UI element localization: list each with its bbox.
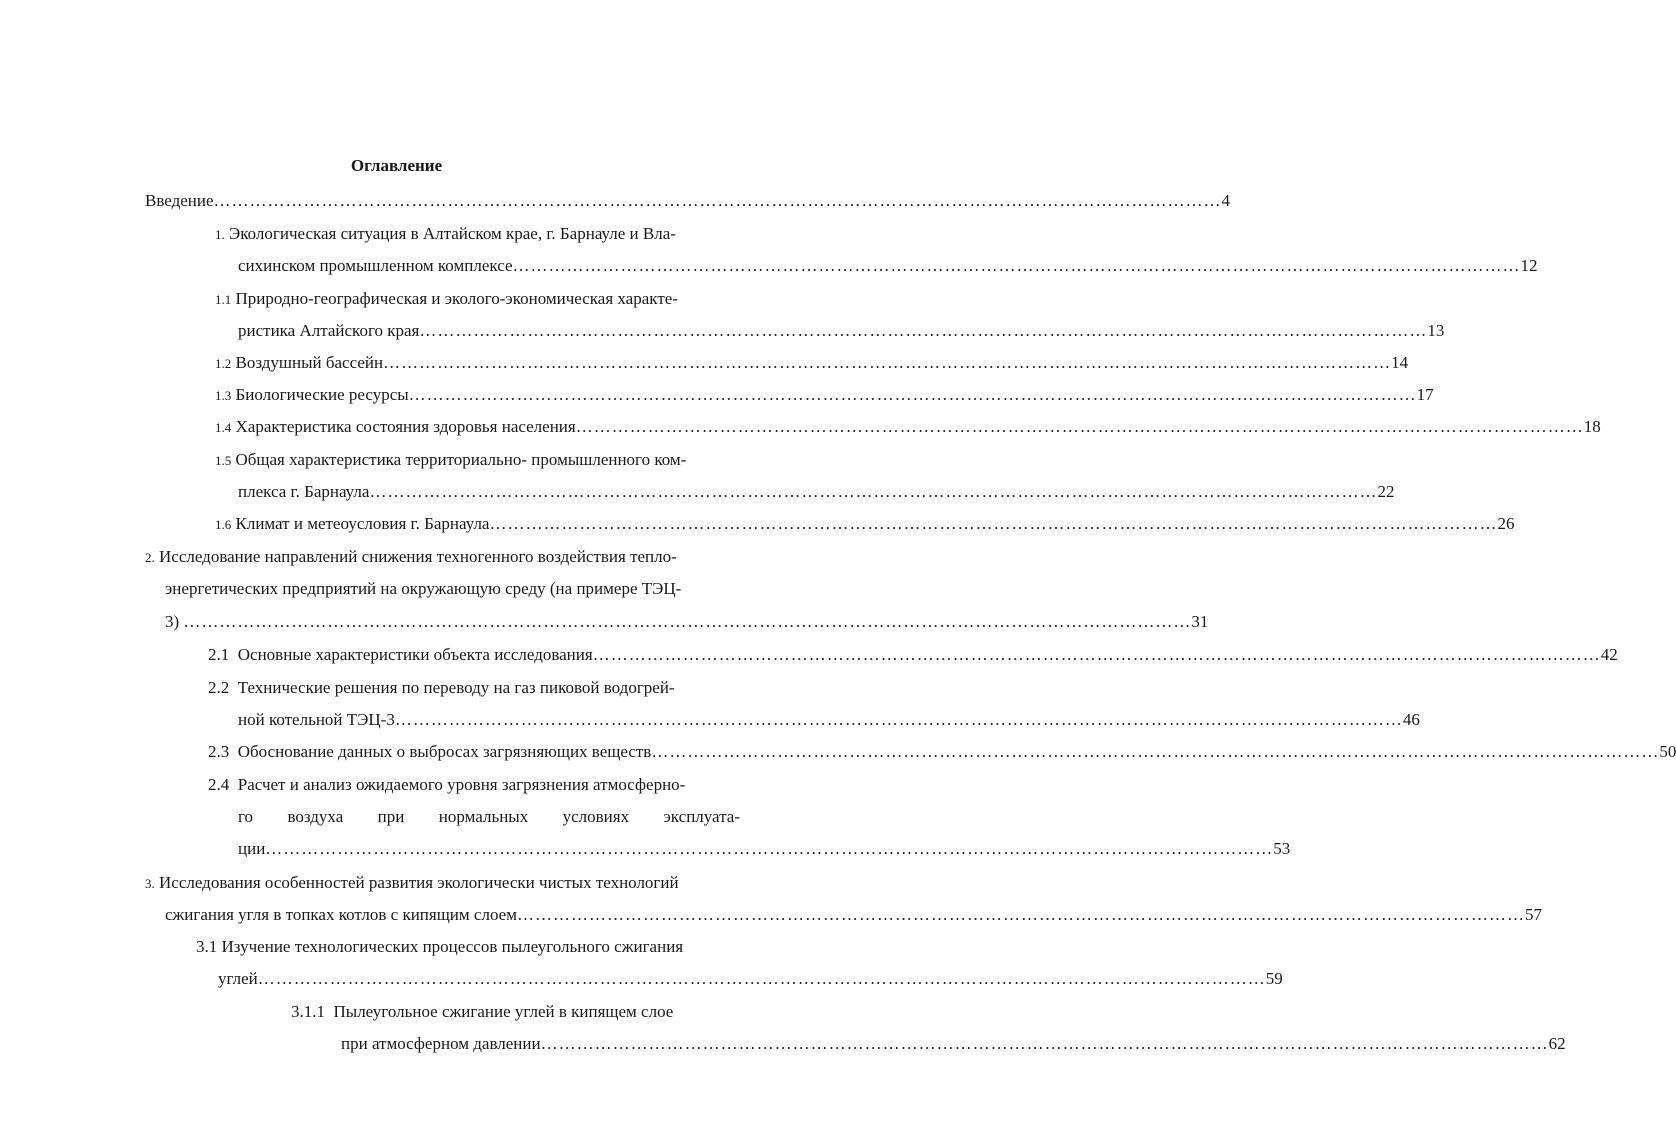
dot-leader: ……………………………………………………………………………………………………………………………………………………: [592, 645, 1601, 664]
toc-entry-text: Расчет и анализ ожидаемого уровня загрязнения атмосферно-: [237, 775, 686, 794]
toc-entry-text: Характеристика состояния здоровья населения: [235, 417, 576, 436]
toc-entry-text: сихинском промышленном комплексе: [238, 256, 513, 275]
page-number: 18: [1583, 417, 1601, 436]
page-number: 53: [1273, 839, 1291, 858]
toc-entry-s3-1-1-line1: [291, 1002, 740, 1022]
toc-entry-text: Основные характеристики объекта исследования: [237, 645, 593, 664]
toc-entry-text: Исследование направлений снижения техногенного воздействия тепло-: [159, 547, 677, 566]
toc-entry-text: ции: [238, 839, 266, 858]
dot-leader: ……………………………………………………………………………………………………………………………………………………: [489, 514, 1498, 533]
toc-entry-s2-1: [208, 645, 1618, 665]
word: го: [238, 807, 254, 826]
toc-entry-ch1-line1: [215, 224, 740, 244]
section-number: 1.1: [215, 292, 232, 307]
toc-entry-text: ристика Алтайского края: [238, 321, 420, 340]
toc-entry-intro: [145, 191, 1231, 211]
toc-entry-text: Введение: [145, 191, 214, 210]
toc-title: Оглавление: [350, 156, 443, 175]
toc-entry-text: Климат и метеоусловия г. Барнаула: [235, 514, 490, 533]
dot-leader: ……………………………………………………………………………………………………………………………………………………: [575, 417, 1584, 436]
dot-leader: ……………………………………………………………………………………………………………………………………………………: [257, 969, 1266, 988]
word: нормальных: [438, 807, 529, 826]
toc-entry-text: Технические решения по переводу на газ пиковой водогрей-: [237, 678, 675, 697]
dot-leader: ……………………………………………………………………………………………………………………………………………………: [265, 839, 1274, 858]
toc-entry-text: 3): [165, 612, 180, 631]
toc-entry-text: Биологические ресурсы: [235, 385, 409, 404]
dot-leader: ……………………………………………………………………………………………………………………………………………………: [651, 742, 1660, 761]
page-number: 62: [1548, 1034, 1566, 1053]
section-number: 3.: [145, 876, 155, 891]
toc-entry-ch2-line1: [145, 547, 740, 567]
word: условиях: [562, 807, 630, 826]
toc-entry-text: при атмосферном давлении: [341, 1034, 541, 1053]
page-number: 14: [1391, 353, 1409, 372]
toc-entry-s2-2-line1: [208, 678, 740, 698]
toc-entry-text: Воздушный бассейн: [235, 353, 384, 372]
page-number: 4: [1221, 191, 1231, 210]
dot-leader: ……………………………………………………………………………………………………………………………………………………: [213, 191, 1222, 210]
toc-entry-s2-4-line3: [238, 839, 1291, 859]
toc-entry-ch3-line1: [145, 873, 740, 893]
toc-entry-ch2-line2: [165, 579, 740, 599]
toc-entry-s2-4-line2: [238, 807, 740, 827]
toc-entry-s1-6: [215, 514, 1515, 534]
page-number: 50: [1659, 742, 1676, 761]
page-number: 46: [1402, 710, 1420, 729]
page-number: 57: [1524, 905, 1542, 924]
toc-entry-s1-5-line2: [238, 482, 1395, 502]
toc-entry-s1-3: [215, 385, 1434, 405]
toc-entry-s2-4-line1: [208, 775, 740, 795]
page-number: 59: [1265, 969, 1283, 988]
toc-entry-text: ной котельной ТЭЦ-3: [238, 710, 395, 729]
section-number: 2.1: [208, 645, 230, 664]
page-number: 13: [1427, 321, 1445, 340]
dot-leader: ……………………………………………………………………………………………………………………………………………………: [516, 905, 1525, 924]
section-number: 3.1.1: [291, 1002, 325, 1021]
word: воздуха: [287, 807, 344, 826]
dot-leader: ……………………………………………………………………………………………………………………………………………………: [408, 385, 1417, 404]
toc-entry-text: плекса г. Барнаула: [238, 482, 370, 501]
section-number: 1.4: [215, 420, 232, 435]
toc-entry-ch3-line2: [165, 905, 1542, 925]
section-number: 1.2: [215, 356, 232, 371]
dot-leader: ……………………………………………………………………………………………………………………………………………………: [369, 482, 1378, 501]
toc-entry-s2-2-line2: [238, 710, 1420, 730]
section-number: 1.6: [215, 517, 232, 532]
section-number: 3.1: [196, 937, 218, 956]
toc-entry-text: Обоснование данных о выбросах загрязняющих веществ: [237, 742, 652, 761]
toc-entry-s1-5-line1: [215, 450, 740, 470]
dot-leader: ……………………………………………………………………………………………………………………………………………………: [383, 353, 1392, 372]
dot-leader: ……………………………………………………………………………………………………………………………………………………: [512, 256, 1521, 275]
section-number: 2.4: [208, 775, 230, 794]
section-number: 1.3: [215, 388, 232, 403]
toc-entry-s1-4: [215, 417, 1601, 437]
page-number: 26: [1497, 514, 1515, 533]
dot-leader: ……………………………………………………………………………………………………………………………………………………: [419, 321, 1428, 340]
page-number: 42: [1600, 645, 1618, 664]
toc-entry-text: углей: [218, 969, 258, 988]
word: при: [377, 807, 405, 826]
section-number: 2.3: [208, 742, 230, 761]
toc-entry-s3-1-line1: [196, 937, 740, 957]
toc-entry-text: Природно-географическая и эколого-экономическая характе-: [235, 289, 678, 308]
page-number: 12: [1520, 256, 1538, 275]
toc-entry-s3-1-1-line2: [341, 1034, 1566, 1054]
toc-entry-text: Общая характеристика территориально- промышленного ком-: [235, 450, 687, 469]
toc-entry-s1-2: [215, 353, 1409, 373]
dot-leader: ……………………………………………………………………………………………………………………………………………………: [394, 710, 1403, 729]
toc-entry-s2-3: [208, 742, 1676, 762]
page-number: 31: [1191, 612, 1209, 631]
toc-entry-text: Изучение технологических процессов пылеугольного сжигания: [221, 937, 684, 956]
word: эксплуата-: [663, 807, 740, 826]
dot-leader: ……………………………………………………………………………………………………………………………………………………: [540, 1034, 1549, 1053]
toc-entry-s1-1-line1: [215, 289, 740, 309]
toc-entry-text: сжигания угля в топках котлов с кипящим слоем: [165, 905, 517, 924]
page-number: 17: [1416, 385, 1434, 404]
toc-entry-ch1-line2: [238, 256, 1538, 276]
toc-entry-ch2-line3: [165, 612, 1209, 632]
section-number: 2.2: [208, 678, 230, 697]
section-number: 1.5: [215, 453, 232, 468]
page-number: 22: [1377, 482, 1395, 501]
toc-entry-s3-1-line2: [218, 969, 1283, 989]
toc-entry-text: Экологическая ситуация в Алтайском крае, г. Барнауле и Вла-: [229, 224, 676, 243]
section-number: 2.: [145, 550, 155, 565]
toc-entry-s1-1-line2: [238, 321, 1445, 341]
toc-entry-text: Исследования особенностей развития экологически чистых технологий: [159, 873, 679, 892]
toc-entry-text: энергетических предприятий на окружающую среду (на примере ТЭЦ-: [165, 579, 682, 598]
section-number: 1.: [215, 227, 225, 242]
dot-leader: ……………………………………………………………………………………………………………………………………………………: [183, 612, 1192, 631]
toc-entry-text: Пылеугольное сжигание углей в кипящем слое: [333, 1002, 674, 1021]
